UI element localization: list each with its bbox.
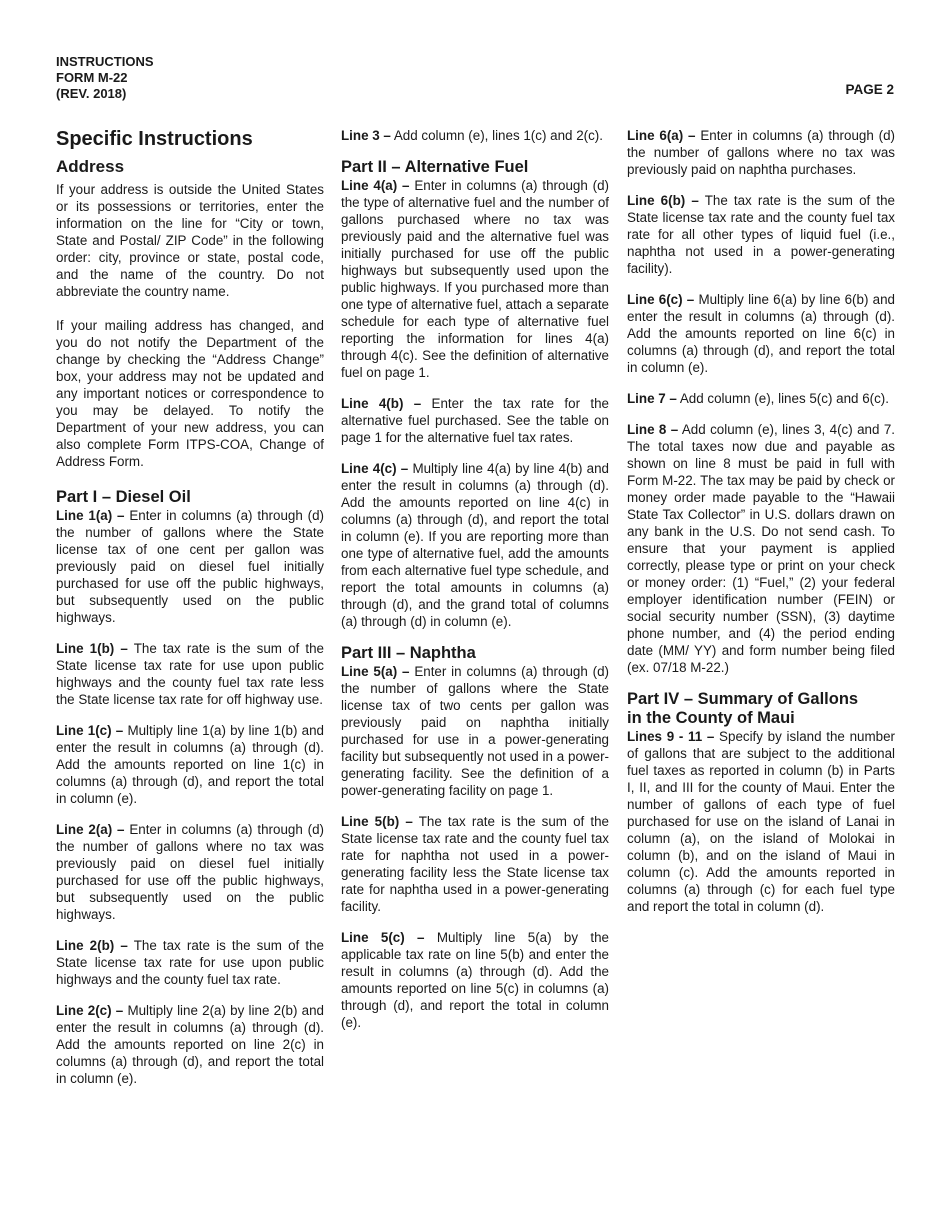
line-4b-label: Line 4(b) – [341,396,422,411]
line-5c-label: Line 5(c) – [341,930,425,945]
line-4a [341,177,609,381]
line-4a-text: Enter in columns (a) through (d) the type of alternative fuel and the number of gallons purchased where no tax was previously paid and the alternative fuel was initially purchased for use off the public highways but subsequently used upon the public highways. If you purchased more than one type of alternative fuel, attach a separate schedule for each type of alternative fuel reporting the information for lines 4(a) through 4(c). See the definition of alternative fuel on page 1. [341,178,609,380]
line-2a-label: Line 2(a) – [56,822,125,837]
lines-9-11-text: Specify by island the number of gallons that are subject to the additional fuel taxes as reported in column (b) in Parts I, II, and III for the county of Maui. Enter the number of gallons of each type of fuel purchased for use on the island of Lanai in column (a), on the island of Molokai in column (b), and on the island of Maui in column (c). Add the amounts reported in columns (a) through (c) for each fuel type and report the total in column (d). [627,729,895,914]
header-form-number: FORM M-22 [56,70,128,85]
line-4c-text: Multiply line 4(a) by line 4(b) and enter the result in columns (a) through (d). Add the amounts reported on line 4(c) in columns (a) through (d), and report the total in column (e). If you are reporting more than one type of alternative fuel, add the amounts from each alternative fuel type schedule, and report the total amounts in columns (a) through (d), and the grand total of columns (a) through (d) in column (e). [341,461,609,629]
line-2c-text: Multiply line 2(a) by line 2(b) and enter the result in columns (a) through (d). Add the amounts reported on line 2(c) in columns (a) through (d), and report the total in column (e). [56,1003,324,1086]
line-4b [341,395,609,446]
line-8 [627,421,895,676]
line-1c [56,722,324,807]
line-1c-label: Line 1(c) – [56,723,124,738]
line-5b-text: The tax rate is the sum of the State license tax rate and the county fuel tax rate for naphtha not used in a power-generating facility less the State license tax rate for naphtha used in a power-generating facility. [341,814,609,914]
line-1a-text: Enter in columns (a) through (d) the number of gallons where the State license tax of one cent per gallon was previously paid on diesel fuel initially purchased for use off the public highways, but subsequently used on the public highways. [56,508,324,625]
line-8-text: Add column (e), lines 3, 4(c) and 7. The total taxes now due and payable as shown on line 8 must be paid in full with Form M-22. The tax may be paid by check or money order made payable to the “Hawaii State Tax Collector” in U.S. dollars drawn on any bank in the U.S. Do not send cash. To ensure that your payment is applied correctly, please type or print on your check or money order: (1) “Fuel,” (2) your federal employer identification number (FEIN) or social security number (SSN), (3) daytime phone number, and (4) the period ending date (MM/ YY) and form number being filed (ex. 07/18 M-22.) [627,422,895,675]
line-5a-label: Line 5(a) – [341,664,410,679]
line-1b-label: Line 1(b) – [56,641,128,656]
part4-heading [627,690,895,728]
lines-9-11-label: Lines 9 - 11 – [627,729,715,744]
line-6b-text: The tax rate is the sum of the State license tax rate and the county fuel tax rate for all other types of liquid fuel (i.e., naphtha not used in a power-generating facility). [627,193,895,276]
line-3-label: Line 3 – [341,128,391,143]
line-2b-label: Line 2(b) – [56,938,128,953]
line-6a-label: Line 6(a) – [627,128,696,143]
line-5c-text: Multiply line 5(a) by the applicable tax rate on line 5(b) and enter the result in columns (a) through (d). Add the amounts reported on line 5(c) in columns (a) through (d), and report the total in column (e). [341,930,610,1030]
address-paragraph-2: If your mailing address has changed, and you do not notify the Department of the change by checking the “Address Change” box, your address may not be updated and any important notices or correspondence to you may be delayed. To notify the Department of your new address, you can also complete Form ITPS-COA, Change of Address Form. [56,318,324,469]
line-1b [56,640,324,708]
line-2c-label: Line 2(c) – [56,1003,124,1018]
line-6a [627,127,895,178]
line-1b-text: The tax rate is the sum of the State license tax rate for use upon public highways and the county fuel tax rate less the State license tax rate for off highway use. [56,641,324,707]
line-4b-text: Enter the tax rate for the alternative fuel purchased. See the table on page 1 for the alternative fuel tax rates. [341,396,609,445]
line-1a [56,507,324,626]
line-4c [341,460,609,630]
line-3-row [341,127,609,144]
line-2c [56,1002,324,1087]
page-number: PAGE 2 [845,82,894,97]
line-7-label: Line 7 – [627,391,677,406]
line-6c-label: Line 6(c) – [627,292,695,307]
line-3-text: Add column (e), lines 1(c) and 2(c). [390,128,603,143]
line-5b [341,813,609,915]
line-2a-text: Enter in columns (a) through (d) the number of gallons where no tax was previously paid on diesel fuel initially purchased for use off the public highways, but subsequently used on the public highways. [56,822,324,922]
header-revision: (REV. 2018) [56,86,127,101]
line-7-text: Add column (e), lines 5(c) and 6(c). [676,391,889,406]
part1-heading: Part I – Diesel Oil [56,488,191,506]
line-6b [627,192,895,277]
line-5a [341,663,609,799]
lines-9-11 [627,728,895,915]
form-header [56,54,154,102]
line-5a-text: Enter in columns (a) through (d) the number of gallons where the State license tax of two cents per gallon was previously paid on naphtha initially purchased for use in a power-generating facility but subsequently not used in a power-generating facility. See the definition of a power-generating facility on page 1. [341,664,609,798]
line-2a [56,821,324,923]
line-2b [56,937,324,988]
part2-heading: Part II – Alternative Fuel [341,158,529,176]
line-4c-label: Line 4(c) – [341,461,409,476]
line-6b-label: Line 6(b) – [627,193,699,208]
line-7 [627,390,895,407]
line-6c [627,291,895,376]
page-title: Specific Instructions [56,128,253,150]
line-4a-label: Line 4(a) – [341,178,410,193]
part3-heading: Part III – Naphtha [341,644,476,662]
part4-heading-line1: Part IV – Summary of Gallons [627,690,859,708]
line-8-label: Line 8 – [627,422,679,437]
address-heading: Address [56,157,125,176]
line-5b-label: Line 5(b) – [341,814,413,829]
column-3 [627,127,895,915]
column-2 [341,127,609,1031]
line-1a-label: Line 1(a) – [56,508,125,523]
part4-heading-line2: in the County of Maui [627,709,795,727]
header-instructions: INSTRUCTIONS [56,54,154,69]
line-6c-text: Multiply line 6(a) by line 6(b) and enter the result in columns (a) through (d). Add the amounts reported on line 6(c) in columns (a) through (d), and report the total in column (e). [627,292,895,375]
line-1c-text: Multiply line 1(a) by line 1(b) and enter the result in columns (a) through (d). Add the amounts reported on line 1(c) in columns (a) through (d), and report the total in column (e). [56,723,324,806]
address-paragraph-1: If your address is outside the United States or its possessions or territories, enter the information on the line for “City or town, State and Postal/ ZIP Code” in the following order: city, province or state, postal code, and the name of the country. Do not abbreviate the country name. [56,182,324,299]
line-2b-text: The tax rate is the sum of the State license tax rate for use upon public highways and the county fuel tax rate. [56,938,324,987]
line-6a-text: Enter in columns (a) through (d) the number of gallons where no tax was previously paid on naphtha purchases. [627,128,895,177]
line-5c [341,929,609,1031]
column-1 [56,127,324,1087]
